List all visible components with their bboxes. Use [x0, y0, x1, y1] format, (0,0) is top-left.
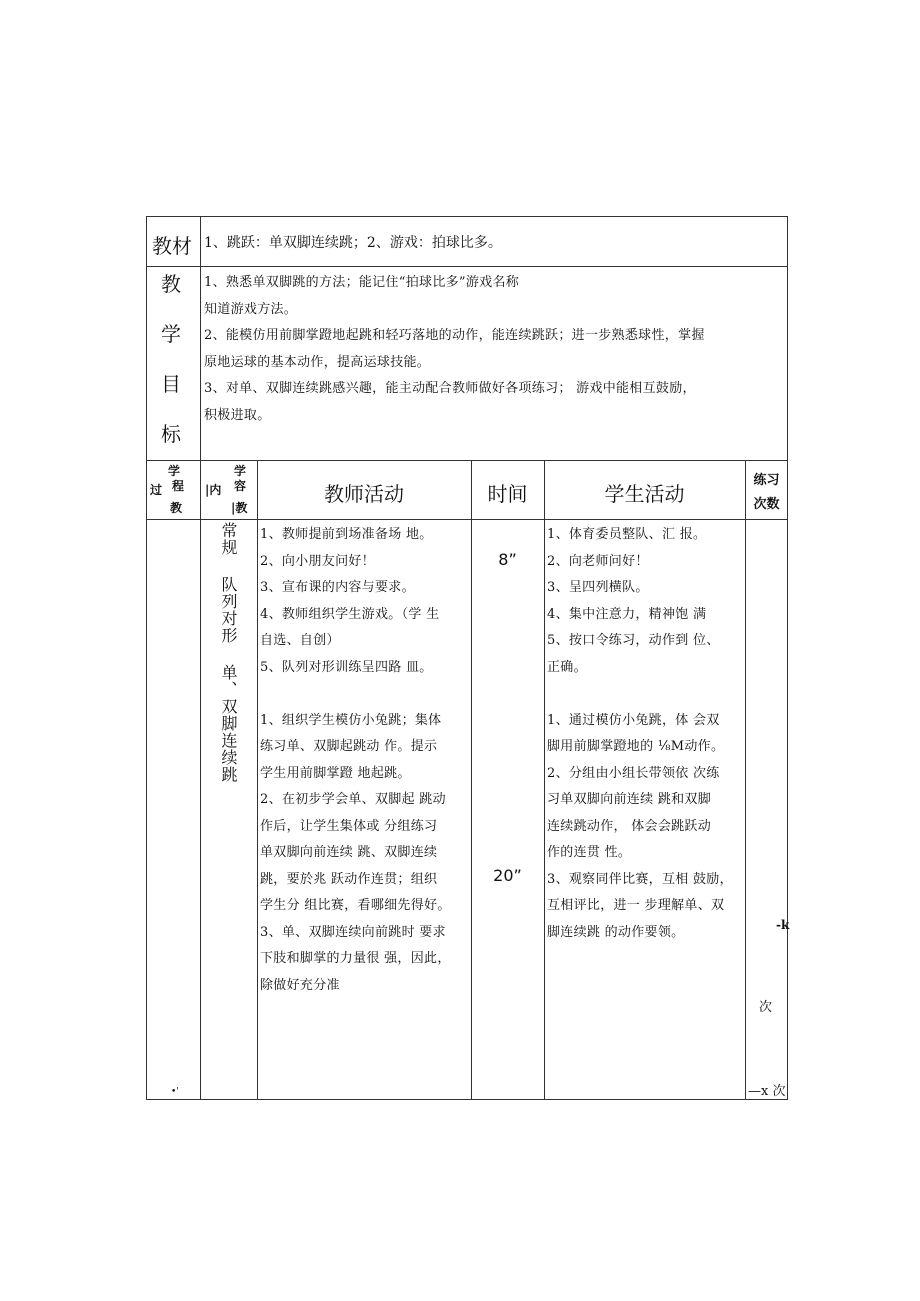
- header-content-mid: 容: [234, 479, 247, 493]
- time-2: 20”: [493, 866, 522, 885]
- objectives-text: [204, 270, 786, 429]
- practice-count-2: —x 次: [748, 1084, 786, 1099]
- teacher-line: 5、队列对形训练呈四路 皿。: [260, 659, 433, 675]
- student-line: 1、体育委员整队、汇 报。: [547, 527, 707, 542]
- student-line: 2、分组由小组长带领依 次练: [547, 765, 720, 781]
- header-content-top: 学: [234, 464, 247, 478]
- objective-line: 2、能模仿用前脚掌蹬地起跳和轻巧落地的动作，能连续跳跃；进一步熟悉球性，掌握: [204, 328, 705, 343]
- teacher-line: 自选、自创）: [260, 633, 340, 648]
- header-student: 学生活动: [604, 482, 685, 506]
- material-content: 1、跳跃：单双脚连续跳；2、游戏：拍球比多。: [204, 235, 502, 251]
- teacher-line: 4、教师组织学生游戏。（学 生: [260, 606, 440, 622]
- teacher-line: 跳，要於兆 跃动作连贯；组织: [260, 871, 438, 887]
- teacher-line: 1、组织学生模仿小兔跳；集体: [260, 712, 442, 728]
- teacher-line: 3、单、双脚连续向前跳时 要求: [260, 924, 446, 940]
- practice-mark: -k: [776, 918, 790, 932]
- student-line: 脚用前脚掌蹬地的 ⅛M动作。: [547, 739, 725, 754]
- material-label: 教材: [152, 234, 192, 258]
- header-process-bottom: 教: [170, 501, 183, 515]
- objective-line: 积极进取。: [204, 407, 271, 423]
- student-line: 正确。: [547, 659, 587, 675]
- header-teacher: 教师活动: [324, 482, 404, 506]
- header-time: 时间: [487, 482, 528, 506]
- header-content-left: |内: [205, 483, 222, 497]
- col-divider-label: [200, 216, 201, 1100]
- objective-line: 3、对单、双脚连续跳感兴趣，能主动配合教师做好各项练习； 游戏中能相互鼓励，: [204, 381, 696, 396]
- teacher-line: 2、向小朋友问好！: [260, 553, 375, 569]
- process-mark: •': [171, 1087, 179, 1097]
- student-line: 脚连续跳 的动作要领。: [547, 924, 685, 940]
- header-process-top: 学: [168, 464, 181, 478]
- objectives-label-1: 教: [161, 272, 181, 296]
- objectives-label-3: 目: [161, 372, 181, 396]
- objectives-label-2: 学: [161, 322, 181, 346]
- header-content-bottom: |教: [231, 501, 248, 515]
- student-line: 3、观察同伴比赛，互相 鼓励，: [547, 871, 733, 887]
- student-line: 4、集中注意力，精神饱 满: [547, 606, 707, 622]
- teacher-line: 学生用前脚掌蹬 地起跳。: [260, 765, 411, 781]
- objective-line: 原地运球的基本动作，提高运球技能。: [204, 354, 431, 370]
- objective-line: 1、熟悉单双脚跳的方法；能记住“拍球比多”游戏名称: [204, 275, 520, 290]
- objective-line: 知道游戏方法。: [204, 301, 298, 317]
- student-line: [547, 681, 744, 708]
- time-1: 8”: [498, 550, 517, 569]
- col-divider-student: [745, 460, 746, 1100]
- header-practice-line1: 练习: [753, 473, 780, 488]
- row-divider-objectives: [146, 460, 788, 461]
- teacher-activities: [260, 522, 470, 999]
- student-line: 5、按口令练习，动作到 位、: [547, 633, 720, 648]
- objectives-label-4: 标: [161, 422, 181, 446]
- teacher-line: 练习单、双脚起跳动 作。提示: [260, 739, 438, 754]
- student-line: 3、呈四列横队。: [547, 580, 649, 595]
- teacher-line: 除做好充分准: [260, 977, 340, 993]
- teacher-line: 单双脚向前连续 跳、双脚连续: [260, 845, 438, 860]
- teacher-line: 作后，让学生集体或 分组练习: [260, 818, 438, 834]
- student-line: 1、通过模仿小兔跳，体 会双: [547, 712, 720, 728]
- teacher-line: [260, 681, 470, 708]
- student-activities: [547, 522, 744, 946]
- header-process-mid-right: 程: [172, 479, 185, 493]
- student-line: 作的连贯 性。: [547, 845, 632, 860]
- teacher-line: 下肢和脚掌的力量很 强，因此，: [260, 951, 451, 966]
- col-divider-content: [257, 460, 258, 1100]
- student-line: 习单双脚向前连续 跳和双脚: [547, 792, 712, 807]
- teacher-line: 1、教师提前到场准备场 地。: [260, 527, 433, 542]
- col-divider-time: [544, 460, 545, 1100]
- content-vertical: 常规 队列对形 单、双脚连续跳: [219, 522, 238, 783]
- teacher-line: 学生分 组比赛，看哪细先得好。: [260, 898, 451, 913]
- student-line: 2、向老师问好！: [547, 553, 649, 569]
- teacher-line: 2、在初步学会单、双脚起 跳动: [260, 792, 446, 807]
- practice-count-1: 次: [759, 1000, 773, 1015]
- student-line: 连续跳动作， 体会会跳跃动: [547, 818, 712, 834]
- teacher-line: 3、宣布课的内容与要求。: [260, 580, 415, 595]
- header-process-mid-left: 过: [150, 483, 163, 497]
- row-divider-material: [146, 266, 788, 267]
- header-practice-line2: 次数: [753, 497, 780, 512]
- student-line: 互相评比，进一 步理解单、双: [547, 898, 725, 913]
- row-divider-header: [146, 519, 788, 520]
